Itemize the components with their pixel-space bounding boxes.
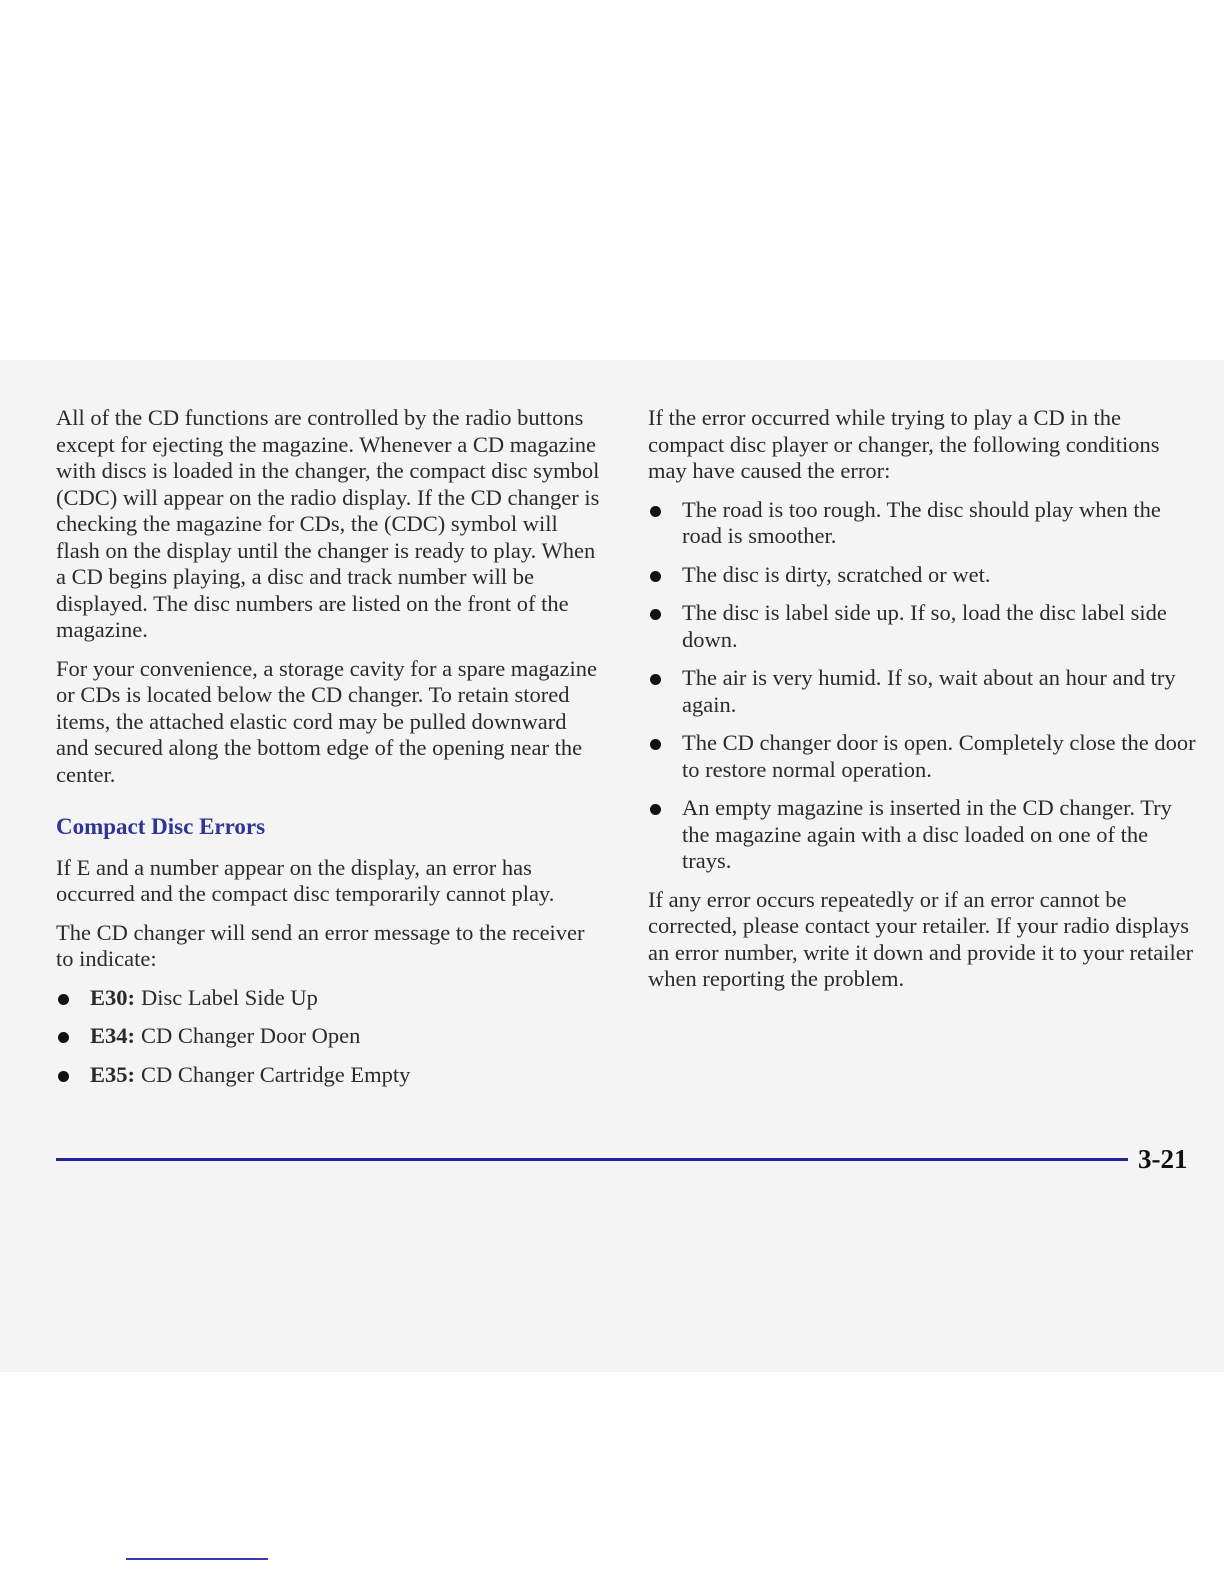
list-item [648,497,1200,550]
error-description: CD Changer Door Open [141,1023,361,1048]
condition-text: The disc is label side up. If so, load the disc label side down. [682,600,1167,652]
bullet-icon [58,994,69,1005]
list-item [648,562,1200,589]
right-column [648,405,1200,1005]
bullet-icon [650,609,661,620]
error-code: E35: [90,1061,135,1087]
list-item [648,665,1200,718]
error-description: Disc Label Side Up [141,984,318,1010]
bottom-divider [126,1558,268,1560]
cd-functions-paragraph: All of the CD functions are controlled by the radio buttons except for ejecting the magazine. Whenever a CD magazine with discs is loaded in the changer, the compact disc symbol (CDC) will appear on the radio display. If the CD changer is checking the magazine for CDs, the (CDC) symbol will flash on the display until the changer is ready to play. When a CD begins playing, a disc and track number will be displayed. The disc numbers are listed on the front of the magazine. [56,405,600,642]
bullet-icon [58,1071,69,1082]
list-item [56,1023,601,1050]
list-item [56,1062,601,1089]
condition-text: The CD changer door is open. Completely close the door to restore normal operation. [682,730,1196,782]
bullet-icon [650,571,661,582]
condition-text: An empty magazine is inserted in the CD changer. Try the magazine again with a disc loaded on one of the trays. [682,795,1172,873]
error-code-list [56,985,601,1089]
left-column [56,405,601,1100]
condition-text: The disc is dirty, scratched or wet. [682,561,991,587]
page-number: 3-21 [1138,1144,1188,1174]
list-item [648,600,1200,653]
bullet-icon [650,506,661,517]
condition-text: The air is very humid. If so, wait about an hour and try again. [682,665,1176,717]
error-description: CD Changer Cartridge Empty [141,1061,411,1087]
footer-divider [56,1158,1128,1161]
error-code: E30: [90,984,135,1010]
error-conditions-list [648,497,1200,875]
error-conditions-intro: If the error occurred while trying to play a CD in the compact disc player or changer, the following conditions may have caused the error: [648,405,1160,483]
list-item [648,795,1200,875]
list-item [56,985,601,1012]
bullet-icon [58,1032,69,1043]
error-message-paragraph: The CD changer will send an error message to the receiver to indicate: [56,919,585,971]
storage-cavity-paragraph: For your convenience, a storage cavity for a spare magazine or CDs is located below the CD changer. To retain stored items, the attached elastic cord may be pulled downward and secured along the bottom edge of the opening near the center. [56,655,598,787]
condition-text: The road is too rough. The disc should play when the road is smoother. [682,496,1161,548]
error-code: E34: [90,1023,135,1048]
bullet-icon [650,739,661,750]
bullet-icon [650,804,661,815]
bullet-icon [650,674,661,685]
contact-retailer-paragraph: If any error occurs repeatedly or if an error cannot be corrected, please contact your retailer. If your radio displays an error number, write it down and provide it to your retailer when reporting the problem. [648,886,1194,991]
list-item [648,730,1200,783]
error-display-paragraph: If E and a number appear on the display, an error has occurred and the compact disc temporarily cannot play. [56,854,555,906]
section-heading: Compact Disc Errors [56,814,266,839]
